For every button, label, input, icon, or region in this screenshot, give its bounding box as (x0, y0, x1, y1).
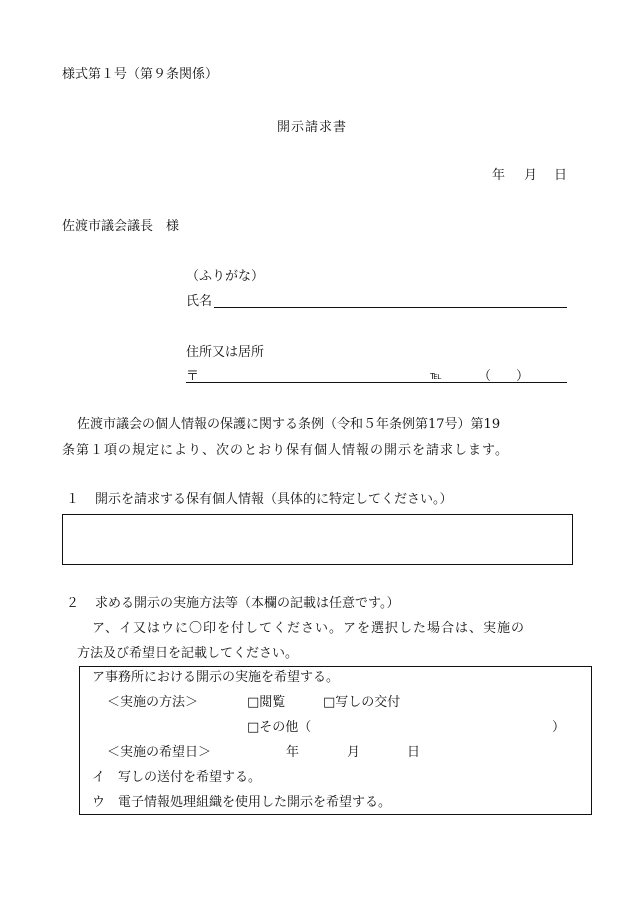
name-label: 氏名 (186, 294, 213, 309)
option-a[interactable]: ア事務所における開示の実施を希望する。 (92, 670, 340, 685)
address-underline[interactable] (186, 382, 567, 383)
section2-heading: 求める開示の実施方法等（本欄の記載は任意です。） (95, 596, 400, 611)
disclosure-method-box (79, 666, 592, 815)
document-title: 開示請求書 (277, 120, 348, 135)
address-label: 住所又は居所 (186, 345, 265, 360)
section1-heading: 開示を請求する保有個人情報（具体的に特定してください。） (95, 492, 453, 507)
date-month-label: 月 (524, 168, 538, 183)
hope-day: 日 (407, 745, 421, 760)
hope-year: 年 (286, 745, 300, 760)
hope-month: 月 (347, 745, 361, 760)
checkbox-other[interactable]: □その他（ (247, 720, 312, 735)
section2-instruction-1: ア、イ又はウに〇印を付してください。アを選択した場合は、実施の (92, 621, 525, 636)
postal-mark: 〒 (186, 369, 200, 384)
date-day-label: 日 (554, 168, 568, 183)
personal-info-box[interactable] (62, 514, 573, 565)
intro-line-2: 条第１項の規定により、次のとおり保有個人情報の開示を請求します。 (62, 443, 509, 458)
other-close-paren: ） (552, 720, 566, 735)
tel-paren-open: （ (478, 369, 492, 384)
tel-mark: ℡ (430, 369, 442, 382)
intro-line-1: 佐渡市議会の個人情報の保護に関する条例（令和５年条例第17号）第19 (77, 417, 501, 432)
method-label: ＜実施の方法＞ (107, 695, 199, 710)
option-u[interactable]: ウ 電子情報処理組織を使用した開示を希望する。 (92, 795, 392, 810)
date-year-label: 年 (492, 168, 506, 183)
checkbox-view[interactable]: □閲覧 (247, 695, 286, 710)
furigana-label: （ふりがな） (186, 269, 265, 284)
section1-number: １ (66, 492, 80, 507)
form-number: 様式第１号（第９条関係） (62, 67, 219, 82)
option-i[interactable]: イ 写しの送付を希望する。 (92, 770, 262, 785)
section2-number: ２ (66, 596, 80, 611)
checkbox-copy[interactable]: □写しの交付 (323, 695, 401, 710)
addressee: 佐渡市議会議長 様 (62, 219, 180, 234)
name-underline[interactable] (214, 307, 567, 308)
section2-instruction-2: 方法及び希望日を記載してください。 (77, 646, 299, 661)
tel-paren-close: ） (516, 369, 530, 384)
date-label: ＜実施の希望日＞ (107, 745, 212, 760)
